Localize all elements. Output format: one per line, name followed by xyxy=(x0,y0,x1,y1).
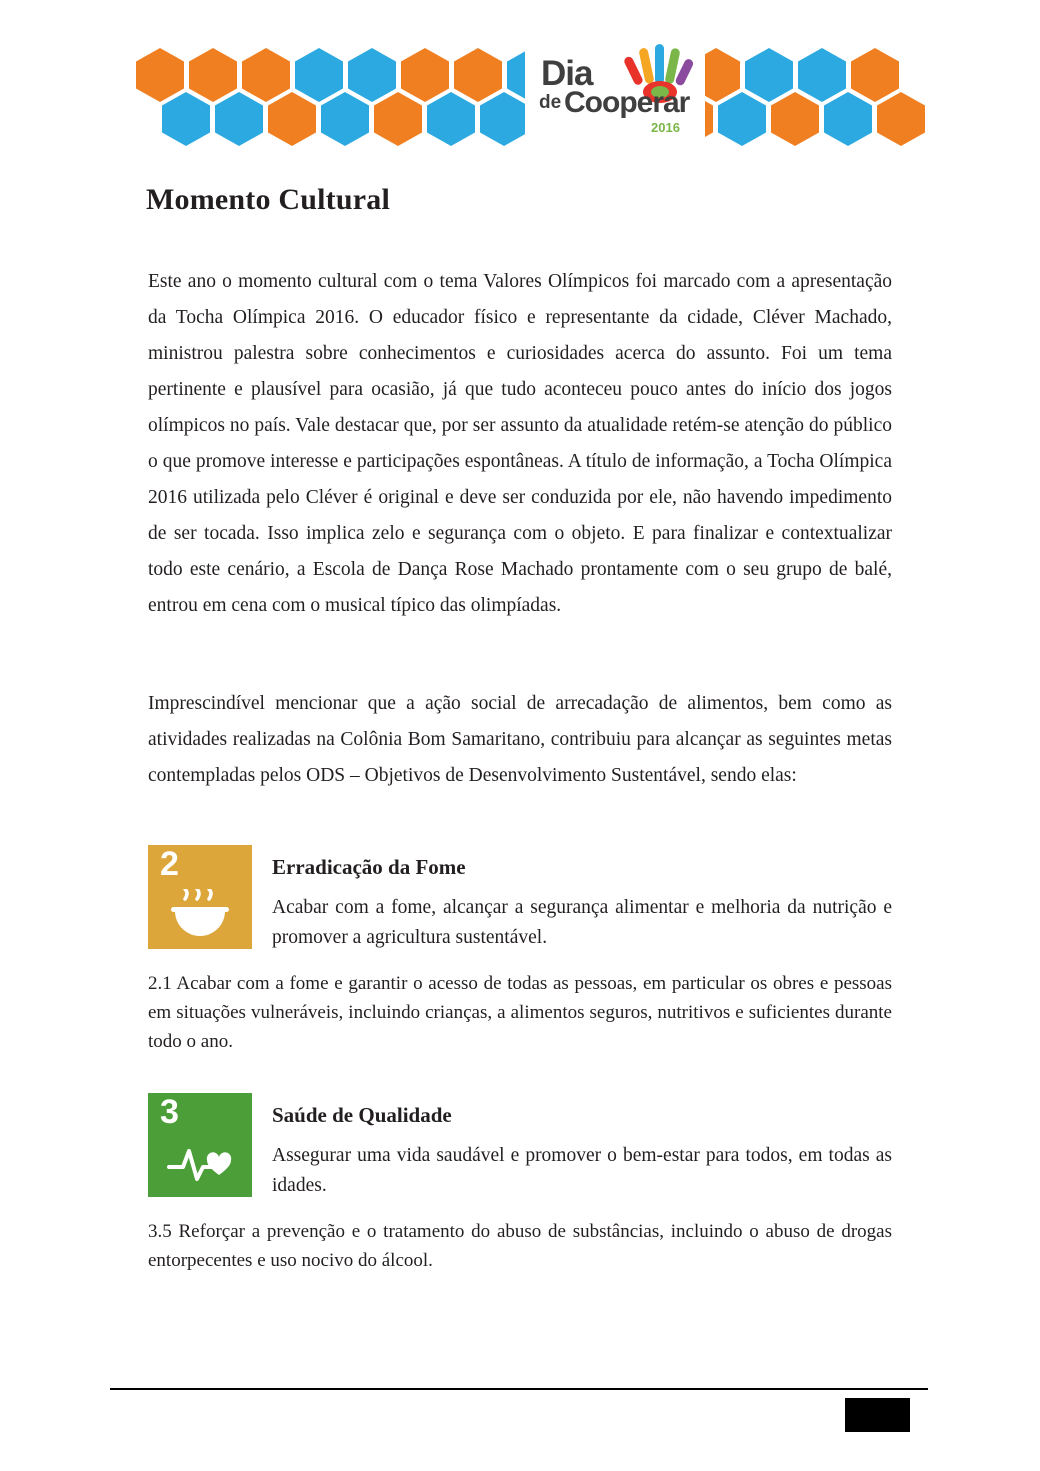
page-title: Momento Cultural xyxy=(146,183,391,217)
heartbeat-icon xyxy=(167,1137,233,1189)
logo-text-de: de xyxy=(539,92,562,113)
ods-target-2: 2.1 Acabar com a fome e garantir o acesso de todas as pessoas, em particular os obres e pessoas em situações vulneráveis, incluindo crianças, a alimentos seguros, nutritivos e suficientes durante todo o ano. xyxy=(148,973,892,1052)
logo-text-year: 2016 xyxy=(651,120,680,135)
footer-page-number-block xyxy=(845,1398,910,1432)
ods-title-3: Saúde de Qualidade xyxy=(272,1103,452,1127)
bowl-steam-icon xyxy=(167,889,233,941)
ods-number: 3 xyxy=(160,1093,179,1131)
ods-title-2: Erradicação da Fome xyxy=(272,855,466,879)
logo-text-cooperar: Cooperar xyxy=(564,86,690,119)
logo-text-dia: Dia xyxy=(541,54,593,93)
paragraph-cultural-moment: Este ano o momento cultural com o tema Valores Olímpicos foi marcado com a apresentação da Tocha Olímpica 2016. O educador físico e representante da cidade, Cléver Machado, ministrou palestra sobre conhecimentos e curiosidades acerca do assunto. Foi um tema pertinente e plausível para ocasião, já que tudo aconteceu pouco antes do início dos jogos olímpicos no país. Vale destacar que, por ser assunto da atualidade retém-se atenção do público o que promove interesse e participações espontâneas. A título de informação, a Tocha Olímpica 2016 utilizada pelo Cléver é original e deve ser conduzida por ele, não havendo impedimento de ser tocada. Isso implica zelo e segurança com o objeto. E para finalizar e contextualizar todo este cenário, a Escola de Dança Rose Machado prontamente com o seu grupo de balé, entrou em cena com o musical típico das olimpíadas. xyxy=(148,270,892,616)
ods-target-3: 3.5 Reforçar a prevenção e o tratamento do abuso de substâncias, incluindo o abuso de drogas entorpecentes e uso nocivo do álcool. xyxy=(148,1221,892,1271)
footer-divider xyxy=(110,1388,928,1390)
ods-badge-2 xyxy=(148,845,252,949)
ods-badge-3 xyxy=(148,1093,252,1197)
paragraph-ods-intro: Imprescindível mencionar que a ação social de arrecadação de alimentos, bem como as atividades realizadas na Colônia Bom Samaritano, contribuiu para alcançar as seguintes metas contempladas pelos ODS – Objetivos de Desenvolvimento Sustentável, sendo elas: xyxy=(148,692,892,786)
ods-description-2: Acabar com a fome, alcançar a segurança alimentar e melhoria da nutrição e promover a agricultura sustentável. xyxy=(272,897,892,948)
ods-description-3: Assegurar uma vida saudável e promover o bem-estar para todos, em todas as idades. xyxy=(272,1145,892,1196)
ods-number: 2 xyxy=(160,845,179,883)
